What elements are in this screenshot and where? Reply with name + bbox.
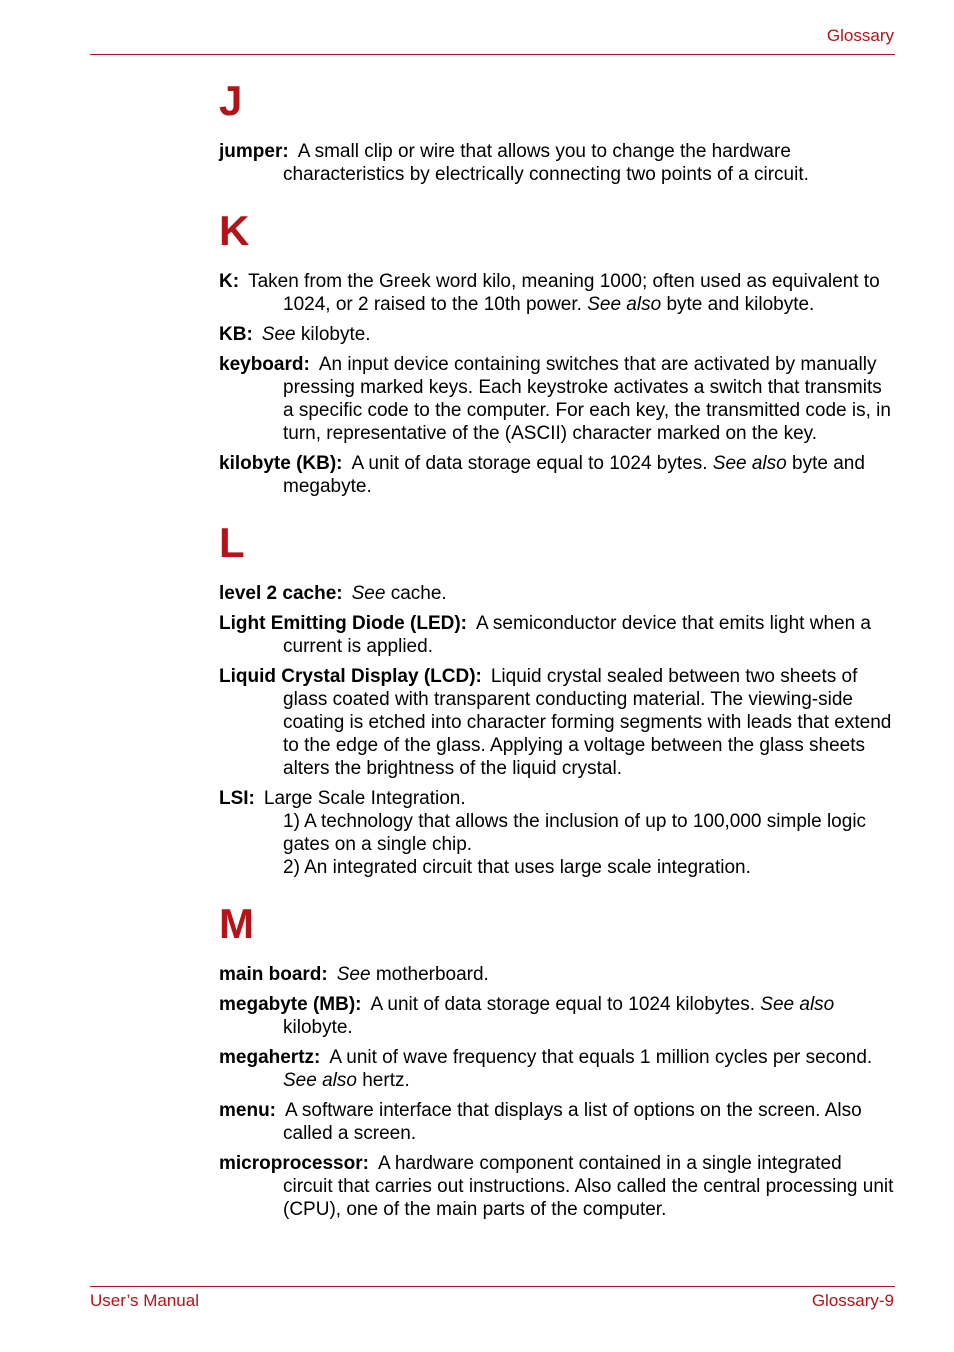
section-l: [219, 520, 894, 879]
section-j: [219, 78, 894, 186]
entry-term: level 2 cache:: [219, 583, 343, 604]
entry-definition: Liquid crystal sealed between two sheets of glass coated with transparent conducting material. The viewing-side coating is etched into character forming segments with leads that extend to the edge of the glass. Applying a voltage between the glass sheets alters the brightness of the liquid crystal.: [283, 666, 892, 779]
entry-definition: Taken from the Greek word kilo, meaning 1000; often used as equivalent to 1024, or 2 raised to the 10th power.: [248, 271, 880, 315]
entry-definition: A unit of wave frequency that equals 1 million cycles per second.: [329, 1047, 873, 1068]
entry-definition: Large Scale Integration.: [263, 788, 466, 809]
entry-lsi: [219, 787, 894, 879]
entry-menu: [219, 1099, 894, 1145]
entry-term: menu:: [219, 1100, 276, 1121]
entry-keyboard: [219, 353, 894, 445]
entry-definition: A hardware component contained in a single integrated circuit that carries out instructions. Also called the central processing unit (CPU), one of the main parts of the computer.: [283, 1153, 894, 1220]
see-also-reference: See also: [587, 294, 662, 315]
entry-term: main board:: [219, 964, 328, 985]
section-k: [219, 208, 894, 498]
entry-reference-target: cache.: [390, 583, 447, 604]
entry-term: jumper:: [219, 141, 289, 162]
entry-definition: A unit of data storage equal to 1024 bytes.: [351, 453, 708, 474]
entry-main-board: [219, 963, 894, 986]
entry-term: megahertz:: [219, 1047, 321, 1068]
see-reference: See: [336, 964, 371, 985]
see-also-reference: See also: [760, 994, 835, 1015]
entry-reference-target: hertz.: [362, 1070, 410, 1091]
footer-rule: [90, 1286, 895, 1287]
entry-kb: [219, 323, 894, 346]
footer-manual-title: User’s Manual: [90, 1291, 199, 1310]
entry-microprocessor: [219, 1152, 894, 1221]
entry-term: keyboard:: [219, 354, 310, 375]
entry-level-2-cache: [219, 582, 894, 605]
entry-definition: A semiconductor device that emits light when a current is applied.: [283, 613, 871, 657]
entry-term: kilobyte (KB):: [219, 453, 343, 474]
entry-definition: A small clip or wire that allows you to change the hardware characteristics by electrically connecting two points of a circuit.: [283, 141, 809, 185]
entry-definition: A unit of data storage equal to 1024 kilobytes.: [370, 994, 756, 1015]
entry-jumper: [219, 140, 894, 186]
see-reference: See: [351, 583, 386, 604]
section-letter: L: [219, 519, 245, 566]
entry-term: microprocessor:: [219, 1153, 369, 1174]
entry-definition: A software interface that displays a list of options on the screen. Also called a screen.: [283, 1100, 862, 1144]
entry-kilobyte: [219, 452, 894, 498]
entry-reference-target: byte and kilobyte.: [666, 294, 815, 315]
section-letter: J: [219, 77, 243, 124]
entry-reference-target: kilobyte.: [300, 324, 371, 345]
footer-page-number: Glossary-9: [811, 1291, 894, 1310]
entry-term: K:: [219, 271, 240, 292]
see-also-reference: See also: [283, 1070, 357, 1091]
entry-subdefinition: 2) An integrated circuit that uses large scale integration.: [283, 857, 751, 878]
entry-term: Light Emitting Diode (LED):: [219, 613, 468, 634]
entry-lcd: [219, 665, 894, 780]
entry-reference-target: kilobyte.: [283, 1017, 353, 1038]
entry-term: Liquid Crystal Display (LCD):: [219, 666, 482, 687]
entry-term: megabyte (MB):: [219, 994, 362, 1015]
section-m: [219, 901, 894, 1221]
entry-led: [219, 612, 894, 658]
section-letter: K: [219, 207, 250, 254]
entry-term: LSI:: [219, 788, 255, 809]
header-rule: [90, 54, 895, 55]
section-letter: M: [219, 900, 254, 947]
entry-megabyte: [219, 993, 894, 1039]
entry-k: [219, 270, 894, 316]
entry-megahertz: [219, 1046, 894, 1092]
see-reference: See: [261, 324, 296, 345]
glossary-content: [219, 78, 894, 1243]
see-also-reference: See also: [712, 453, 787, 474]
entry-reference-target: byte and megabyte.: [283, 453, 865, 497]
entry-definition: An input device containing switches that are activated by manually pressing marked keys. Each keystroke activates a switch that transmits a specific code to the computer. For each key, the transmitted code is, in turn, representative of the (ASCII) character marked on the key.: [283, 354, 891, 444]
entry-term: KB:: [219, 324, 253, 345]
header-title: Glossary: [826, 26, 894, 45]
entry-reference-target: motherboard.: [375, 964, 489, 985]
entry-subdefinition: 1) A technology that allows the inclusion of up to 100,000 simple logic gates on a single chip.: [283, 811, 867, 855]
